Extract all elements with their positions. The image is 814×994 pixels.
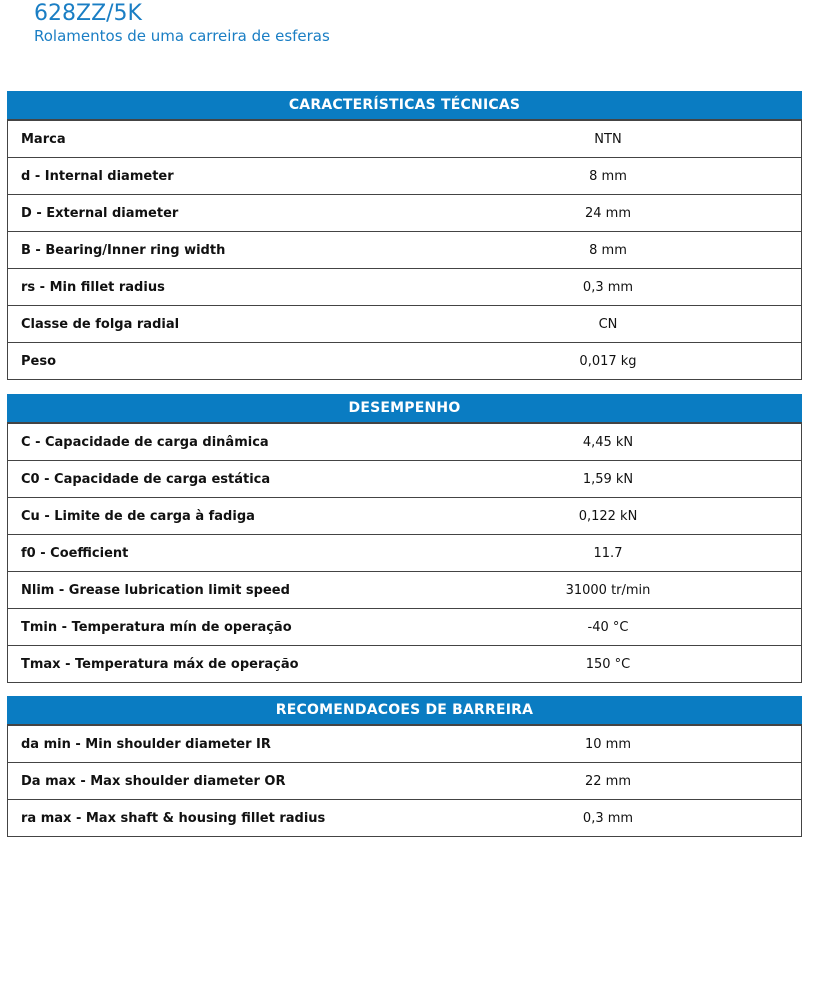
table-row: [8, 158, 802, 195]
row-label: d - Internal diameter: [8, 158, 416, 195]
row-label: Peso: [8, 343, 416, 380]
row-value: 10 mm: [415, 725, 802, 763]
row-value: 8 mm: [415, 158, 802, 195]
table-row: [8, 646, 802, 683]
section-performance: [7, 394, 802, 683]
row-label: Tmin - Temperatura mín de operação: [8, 609, 416, 646]
row-label: f0 - Coefficient: [8, 535, 416, 572]
table-row: [8, 572, 802, 609]
product-code: 628ZZ/5K: [34, 1, 142, 26]
row-value: 0,017 kg: [415, 343, 802, 380]
spec-table: [7, 724, 802, 837]
row-value: 1,59 kN: [415, 461, 802, 498]
table-row: [8, 120, 802, 158]
row-label: Marca: [8, 120, 416, 158]
row-label: Classe de folga radial: [8, 306, 416, 343]
product-header: [34, 0, 330, 44]
row-value: CN: [415, 306, 802, 343]
row-value: 150 °C: [415, 646, 802, 683]
row-label: Da max - Max shoulder diameter OR: [8, 763, 416, 800]
table-row: [8, 535, 802, 572]
row-value: 0,3 mm: [415, 800, 802, 837]
row-label: Nlim - Grease lubrication limit speed: [8, 572, 416, 609]
section-title: RECOMENDACOES DE BARREIRA: [7, 696, 802, 724]
row-value: -40 °C: [415, 609, 802, 646]
row-label: Cu - Limite de de carga à fadiga: [8, 498, 416, 535]
row-value: 0,3 mm: [415, 269, 802, 306]
table-row: [8, 423, 802, 461]
row-value: 0,122 kN: [415, 498, 802, 535]
section-title: DESEMPENHO: [7, 394, 802, 422]
product-subtitle: Rolamentos de uma carreira de esferas: [34, 27, 330, 45]
row-value: 31000 tr/min: [415, 572, 802, 609]
row-label: C0 - Capacidade de carga estática: [8, 461, 416, 498]
row-label: B - Bearing/Inner ring width: [8, 232, 416, 269]
row-label: D - External diameter: [8, 195, 416, 232]
row-value: 22 mm: [415, 763, 802, 800]
spec-table: [7, 422, 802, 683]
table-row: [8, 800, 802, 837]
section-recommendations: [7, 696, 802, 837]
section-title: CARACTERÍSTICAS TÉCNICAS: [7, 91, 802, 119]
table-row: [8, 461, 802, 498]
row-value: NTN: [415, 120, 802, 158]
table-row: [8, 269, 802, 306]
row-value: 11.7: [415, 535, 802, 572]
table-row: [8, 343, 802, 380]
row-value: 4,45 kN: [415, 423, 802, 461]
row-value: 8 mm: [415, 232, 802, 269]
row-label: Tmax - Temperatura máx de operação: [8, 646, 416, 683]
row-label: rs - Min fillet radius: [8, 269, 416, 306]
row-value: 24 mm: [415, 195, 802, 232]
spec-table: [7, 119, 802, 380]
table-row: [8, 195, 802, 232]
table-row: [8, 498, 802, 535]
table-row: [8, 763, 802, 800]
table-row: [8, 232, 802, 269]
row-label: da min - Min shoulder diameter IR: [8, 725, 416, 763]
row-label: ra max - Max shaft & housing fillet radius: [8, 800, 416, 837]
table-row: [8, 609, 802, 646]
table-row: [8, 306, 802, 343]
table-row: [8, 725, 802, 763]
section-technical: [7, 91, 802, 380]
row-label: C - Capacidade de carga dinâmica: [8, 423, 416, 461]
